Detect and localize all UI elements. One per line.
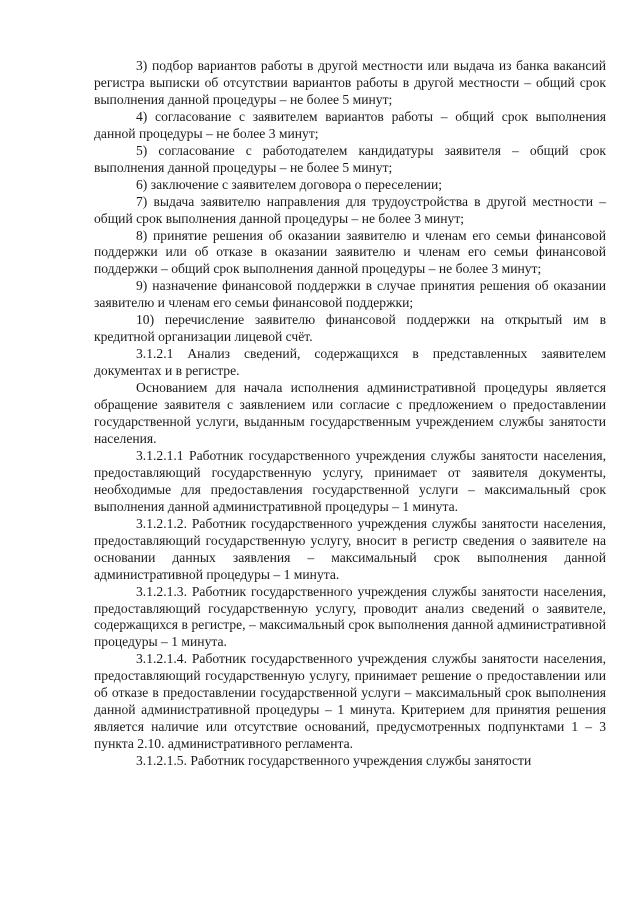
document-page xyxy=(94,58,606,770)
paragraph-3-1-2-1-3: 3.1.2.1.3. Работник государственного учреждения службы занятости населения, предоставляющий государственную услугу, проводит анализ сведений о заявителе, содержащихся в регистре, – максимальный срок выполнения данной административной процедуры – 1 минута. xyxy=(94,583,606,650)
paragraph-item-7: 7) выдача заявителю направления для трудоустройства в другой местности – общий срок выполнения данной процедуры – не более 3 минут; xyxy=(94,193,606,226)
section-heading-3-1-2-1: 3.1.2.1 Анализ сведений, содержащихся в представленных заявителем документах и в регистре. xyxy=(94,346,606,379)
paragraph-item-9: 9) назначение финансовой поддержки в случае принятия решения об оказании заявителю и членам его семьи финансовой поддержки; xyxy=(94,278,606,311)
paragraph-item-4: 4) согласование с заявителем вариантов работы – общий срок выполнения данной процедуры – не более 3 минут; xyxy=(94,108,606,141)
paragraph-item-8: 8) принятие решения об оказании заявителю и членам его семьи финансовой поддержки или об отказе в оказании заявителю и членам его семьи финансовой поддержки – общий срок выполнения данной процедуры – не более 3 минут; xyxy=(94,227,606,277)
paragraph-3-1-2-1-2: 3.1.2.1.2. Работник государственного учреждения службы занятости населения, предоставляющий государственную услугу, вносит в регистр сведения о заявителе на основании данных заявления – максимальный срок выполнения данной административной процедуры – 1 минута. xyxy=(94,515,606,582)
paragraph-item-10: 10) перечисление заявителю финансовой поддержки на открытый им в кредитной организации лицевой счёт. xyxy=(94,312,606,345)
paragraph-3-1-2-1-4: 3.1.2.1.4. Работник государственного учреждения службы занятости населения, предоставляющий государственную услугу, принимает решение о предоставлении или об отказе в предоставлении государственной услуги – максимальный срок выполнения данной административной процедуры – 1 минута. Критерием для принятия решения является наличие или отсутствие оснований, предусмотренных подпунктами 1 – 3 пункта 2.10. административного регламента. xyxy=(94,651,606,752)
paragraph-item-3: 3) подбор вариантов работы в другой местности или выдача из банка вакансий регистра выписки об отсутствии вариантов работы в другой местности – общий срок выполнения данной процедуры – не более 5 минут; xyxy=(94,58,606,107)
paragraph-3-1-2-1-5: 3.1.2.1.5. Работник государственного учреждения службы занятости xyxy=(136,753,532,769)
paragraph-item-6: 6) заключение с заявителем договора о переселении; xyxy=(136,176,442,192)
paragraph-basis: Основанием для начала исполнения административной процедуры является обращение заявителя с заявлением или согласие с предложением о предоставлении государственной услуги, выданным государственным учреждением службы занятости населения. xyxy=(94,380,606,446)
paragraph-item-5: 5) согласование с работодателем кандидатуры заявителя – общий срок выполнения данной процедуры – не более 5 минут; xyxy=(94,142,606,175)
paragraph-3-1-2-1-1: 3.1.2.1.1 Работник государственного учреждения службы занятости населения, предоставляющий государственную услугу, принимает от заявителя документы, необходимые для предоставления государственной услуги – максимальный срок выполнения данной административной процедуры – 1 минута. xyxy=(94,447,606,514)
